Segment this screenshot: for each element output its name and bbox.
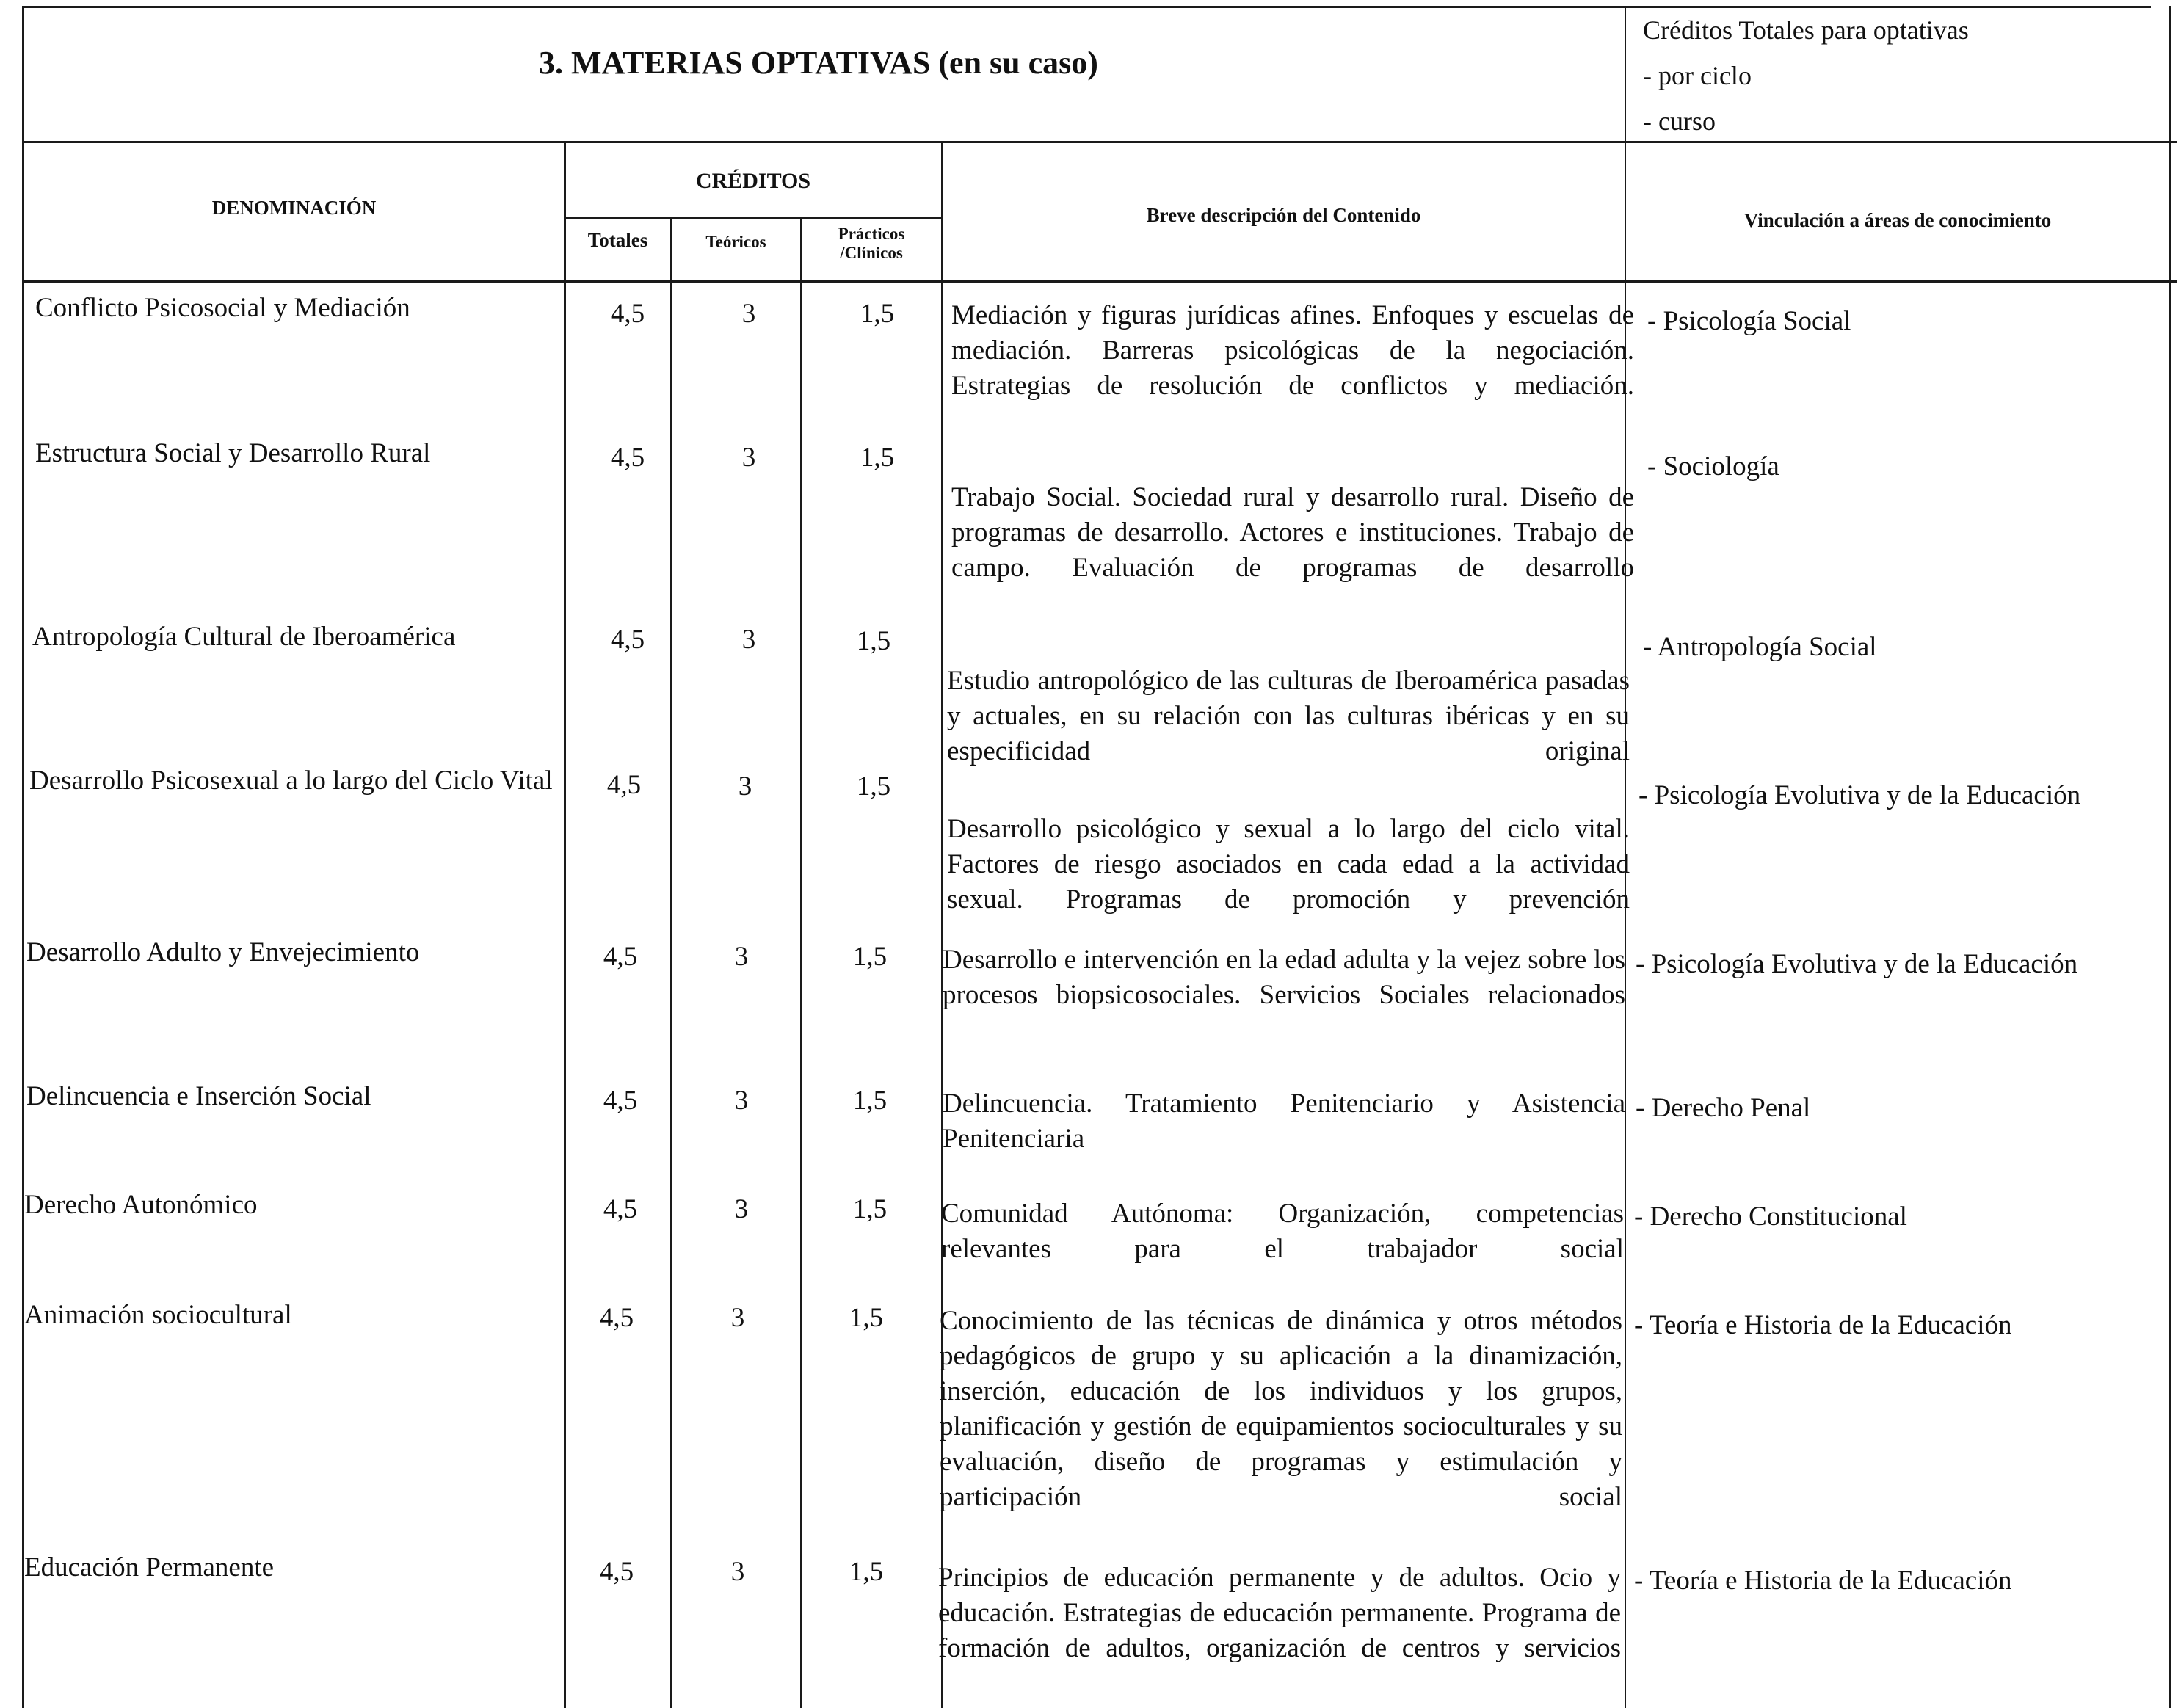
row-area: - Teoría e Historia de la Educación [1634,1566,2012,1596]
row-practicos: 1,5 [849,1557,884,1587]
row-practicos: 1,5 [852,1194,888,1224]
credits-box-line: - curso [1643,106,1716,136]
row-name: Educación Permanente [24,1552,275,1582]
header-descripcion: Breve descripción del Contenido [1146,204,1421,226]
row-name: Derecho Autonómico [24,1190,258,1220]
row-teoricos: 3 [730,1557,745,1587]
row-description: Comunidad Autónoma: Organización, competencias relevantes para el trabajador social [941,1199,1624,1264]
row-description: Desarrollo psicológico y sexual a lo largo del ciclo vital. Factores de riesgo asociados en cada edad a la actividad sexual. Programas de promoción y prevención [947,814,1630,915]
row-area: - Psicología Evolutiva y de la Educación [1636,949,2078,979]
row-totales: 4,5 [610,625,645,655]
row-practicos: 1,5 [849,1303,884,1333]
section-title: 3. MATERIAS OPTATIVAS (en su caso) [539,45,1098,81]
row-area: - Sociología [1647,451,1779,481]
header-creditos: CRÉDITOS [695,169,811,193]
credits-box-line: Créditos Totales para optativas [1643,15,1969,45]
row-name: Desarrollo Psicosexual a lo largo del Ciclo Vital [29,766,553,796]
row-area: - Derecho Penal [1636,1093,1811,1123]
row-teoricos: 3 [730,1303,745,1333]
row-practicos: 1,5 [856,771,891,802]
rule-col-name [564,141,566,1708]
header-practicos-line1: Prácticos [838,225,905,243]
row-teoricos: 3 [734,942,749,972]
rule-creditos [565,217,941,219]
rule-below-header [22,280,2177,283]
row-area: - Derecho Constitucional [1634,1202,1907,1232]
row-practicos: 1,5 [856,626,891,656]
row-description: Estudio antropológico de las culturas de Iberoamérica pasadas y actuales, en su relación con las culturas ibéricas y en su especificidad original [947,666,1630,766]
row-name: Estructura Social y Desarrollo Rural [35,438,431,468]
row-name: Delincuencia e Inserción Social [26,1081,371,1111]
row-area: - Psicología Evolutiva y de la Educación [1639,780,2081,810]
row-description: Conocimiento de las técnicas de dinámica y otros métodos pedagógicos de grupo y su aplicación a la dinamización, inserción, educación de los individuos y los grupos, planificación y gestión de equipamientos socioculturales y su evaluación, diseño de programas y estimulación y participación social [940,1306,1622,1512]
row-teoricos: 3 [738,771,752,802]
row-description: Delincuencia. Tratamiento Penitenciario y Asistencia Penitenciaria [943,1089,1625,1154]
row-practicos: 1,5 [860,443,895,473]
row-practicos: 1,5 [852,942,888,972]
row-totales: 4,5 [599,1557,634,1587]
credits-totals-box [1643,7,1969,144]
row-teoricos: 3 [741,625,756,655]
row-description: Desarrollo e intervención en la edad adulta y la vejez sobre los procesos biopsicosociales. Servicios Sociales relacionados [943,945,1625,1010]
header-totales: Totales [587,229,648,251]
header-teoricos: Teóricos [705,233,766,251]
credits-box-line: - por ciclo [1643,61,1752,90]
row-totales: 4,5 [610,299,645,329]
row-description: Principios de educación permanente y de adultos. Ocio y educación. Estrategias de educación permanente. Programa de formación de adultos, organización de centros y servicios [938,1563,1621,1663]
row-teoricos: 3 [741,443,756,473]
rule-right [2169,6,2171,1708]
row-practicos: 1,5 [852,1086,888,1116]
row-totales: 4,5 [606,770,642,800]
row-practicos: 1,5 [860,299,895,329]
row-name: Desarrollo Adulto y Envejecimiento [26,937,420,967]
row-teoricos: 3 [734,1086,749,1116]
row-name: Conflicto Psicosocial y Mediación [35,293,410,323]
row-name: Antropología Cultural de Iberoamérica [32,622,456,652]
row-totales: 4,5 [603,942,638,972]
row-description: Trabajo Social. Sociedad rural y desarrollo rural. Diseño de programas de desarrollo. Actores e instituciones. Trabajo de campo. Evaluación de programas de desarrollo [951,482,1634,583]
row-description: Mediación y figuras jurídicas afines. Enfoques y escuelas de mediación. Barreras psicológicas de la negociación. Estrategias de resolución de conflictos y mediación. [951,300,1634,401]
row-teoricos: 3 [741,299,756,329]
header-vinculacion: Vinculación a áreas de conocimiento [1743,209,2052,231]
row-area: - Psicología Social [1647,306,1851,336]
row-area: - Antropología Social [1643,632,1877,662]
row-area: - Teoría e Historia de la Educación [1634,1310,2012,1340]
header-practicos [802,225,941,263]
row-totales: 4,5 [603,1194,638,1224]
row-teoricos: 3 [734,1194,749,1224]
header-denominacion: DENOMINACIÓN [211,197,377,219]
rule-left [22,6,24,1708]
row-totales: 4,5 [603,1086,638,1116]
row-totales: 4,5 [599,1303,634,1333]
row-totales: 4,5 [610,443,645,473]
row-name: Animación sociocultural [24,1300,292,1330]
header-practicos-line2: /Clínicos [840,244,903,262]
